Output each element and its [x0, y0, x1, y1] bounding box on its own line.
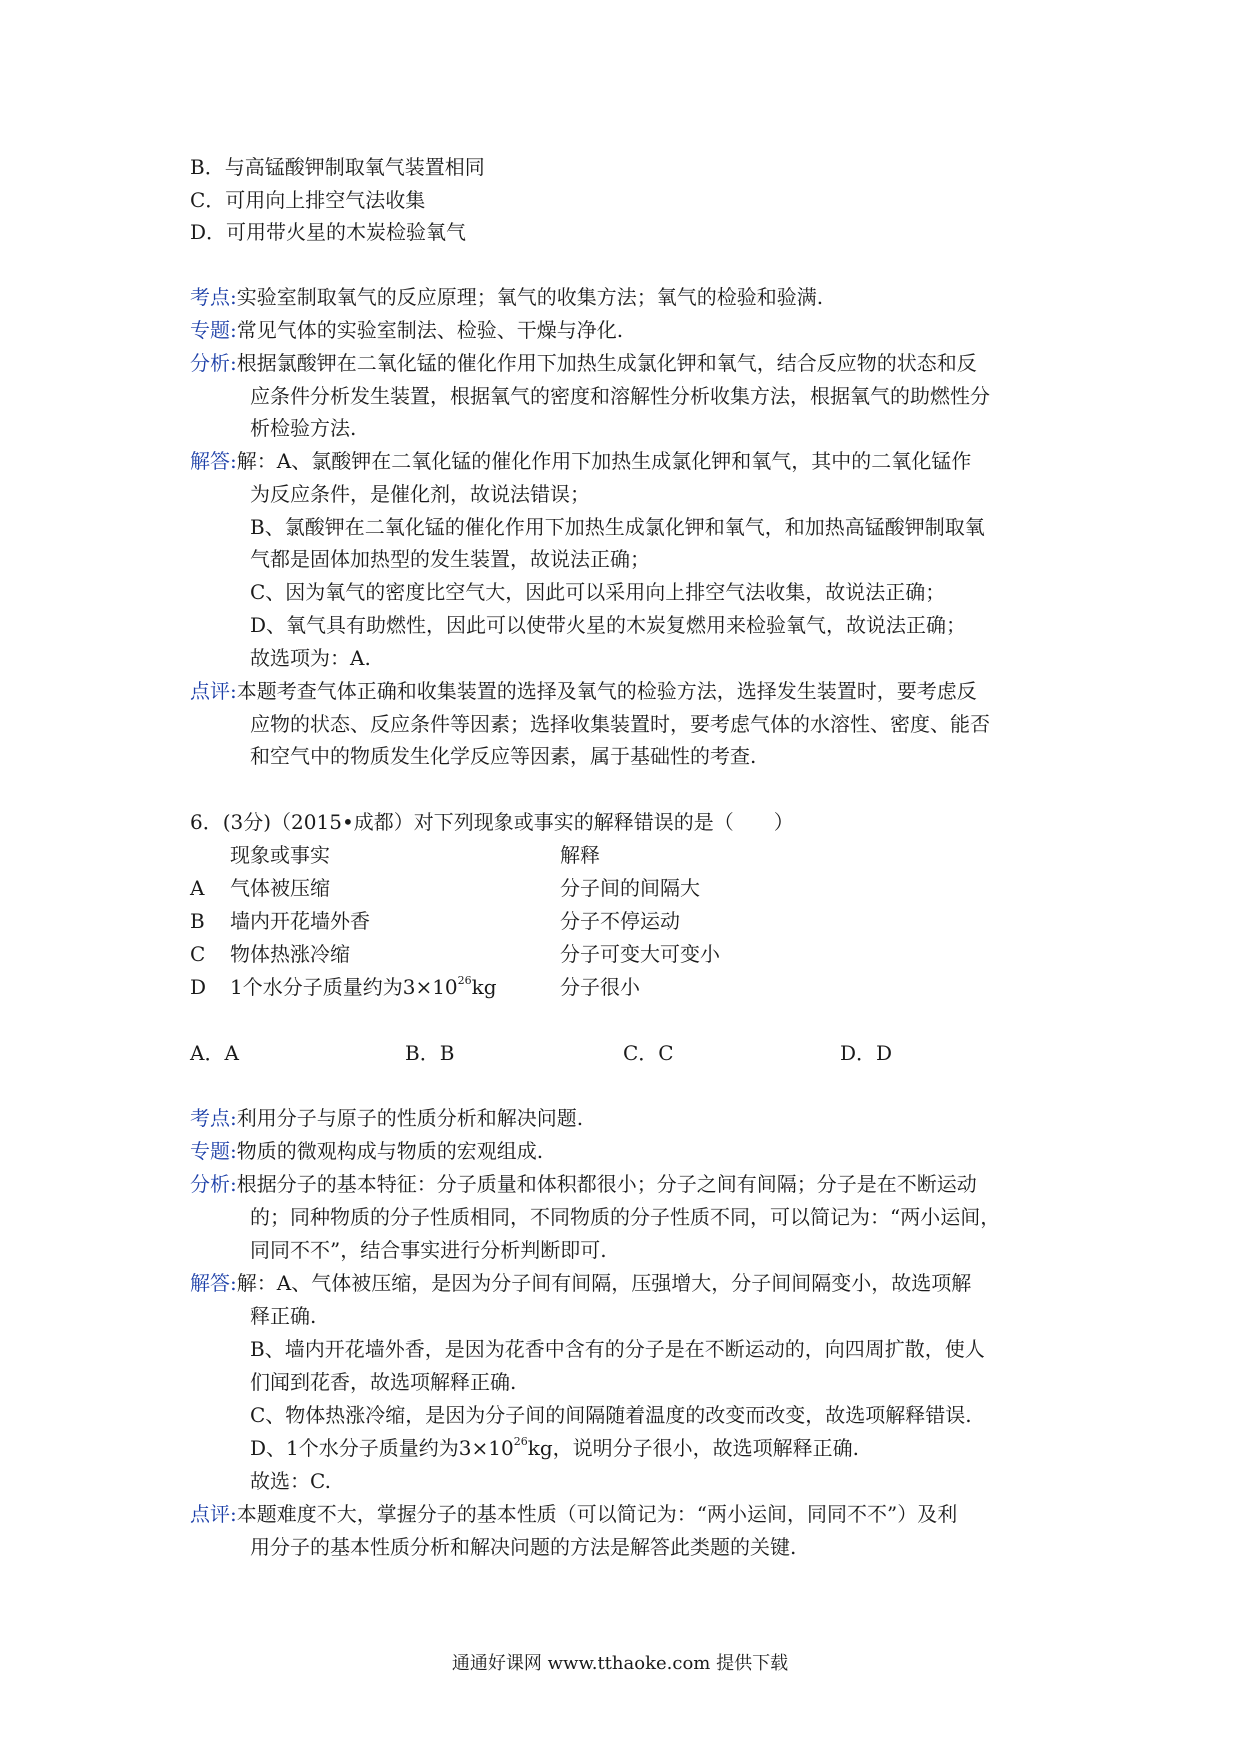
fenxi-text: 应条件分析发生装置，根据氧气的密度和溶解性分析收集方法，根据氧气的助燃性分	[250, 384, 990, 408]
row-explanation: 分子可变大可变小	[560, 942, 720, 966]
row-phenomenon: 墙内开花墙外香	[230, 909, 370, 933]
jieda-text: C、因为氧气的密度比空气大，因此可以采用向上排空气法收集，故说法正确；	[250, 580, 946, 604]
choice-b: B．B	[405, 1041, 455, 1065]
page-footer: 通通好课网 www.tthaoke.com 提供下载	[451, 1653, 789, 1674]
fenxi-text: 同同不不”，结合事实进行分析判断即可.	[250, 1238, 607, 1262]
dianping-label: 点评:	[190, 679, 237, 703]
zhuanti-label: 专题:	[190, 318, 237, 342]
choice-d: D．D	[840, 1041, 893, 1065]
kaodian-label: 考点:	[190, 1106, 237, 1130]
jieda-text: D、氧气具有助燃性，因此可以使带火星的木炭复燃用来检验氧气，故说法正确；	[250, 613, 967, 637]
jieda-text: 故选：C.	[250, 1469, 331, 1493]
jieda-text: 故选项为：A.	[250, 646, 371, 670]
jieda-text: 们闻到花香，故选项解释正确.	[250, 1370, 517, 1394]
q6-zhuanti	[190, 1139, 543, 1163]
zhuanti-text: 物质的微观构成与物质的宏观组成.	[236, 1139, 544, 1163]
dianping-text: 用分子的基本性质分析和解决问题的方法是解答此类题的关键.	[250, 1535, 797, 1559]
phenomenon-pre: 1个水分子质量约为3×10	[230, 975, 458, 999]
jieda-text-d	[250, 1436, 859, 1460]
row-explanation: 分子不停运动	[560, 909, 680, 933]
kaodian-label: 考点:	[190, 285, 237, 309]
dianping-label: 点评:	[190, 1502, 237, 1526]
fenxi-text: 根据分子的基本特征：分子质量和体积都很小；分子之间有间隔；分子是在不断运动	[236, 1172, 977, 1196]
fenxi-text: 析检验方法.	[250, 416, 357, 440]
jieda-text: 解：A、氯酸钾在二氧化锰的催化作用下加热生成氯化钾和氧气，其中的二氧化锰作	[236, 449, 972, 473]
row-phenomenon	[230, 975, 497, 999]
choice-c: C．C	[623, 1041, 674, 1065]
zhuanti-label: 专题:	[190, 1139, 237, 1163]
dianping-text: 本题考查气体正确和收集装置的选择及氧气的检验方法，选择发生装置时，要考虑反	[236, 679, 977, 703]
q6-fenxi	[190, 1172, 977, 1196]
q6-jieda	[190, 1271, 971, 1295]
exponent: 26	[513, 1435, 528, 1448]
dianping-text: 应物的状态、反应条件等因素；选择收集装置时，要考虑气体的水溶性、密度、能否	[250, 712, 990, 736]
dianping-text: 和空气中的物质发生化学反应等因素，属于基础性的考查.	[250, 744, 757, 768]
jieda-text: 为反应条件，是催化剂，故说法错误；	[250, 482, 590, 506]
jieda-d-pre: D、1个水分子质量约为3×10	[250, 1436, 514, 1460]
jieda-d-post: kg，说明分子很小，故选项解释正确.	[527, 1436, 859, 1460]
q5-jieda	[190, 449, 971, 473]
fenxi-label: 分析:	[190, 1172, 237, 1196]
jieda-text: 解：A、气体被压缩，是因为分子间有间隔，压强增大，分子间间隔变小，故选项解	[236, 1271, 972, 1295]
row-letter: C	[190, 942, 206, 966]
option-d: D．可用带火星的木炭检验氧气	[190, 220, 467, 244]
q5-kaodian	[190, 285, 823, 309]
row-letter: D	[190, 975, 207, 999]
row-letter: B	[190, 909, 205, 933]
fenxi-label: 分析:	[190, 351, 237, 375]
jieda-label: 解答:	[190, 449, 237, 473]
kaodian-text: 利用分子与原子的性质分析和解决问题.	[236, 1106, 584, 1130]
row-explanation: 分子间的间隔大	[560, 876, 700, 900]
row-phenomenon: 物体热涨冷缩	[230, 942, 350, 966]
q5-zhuanti	[190, 318, 623, 342]
jieda-text: 气都是固体加热型的发生装置，故说法正确；	[250, 547, 650, 571]
jieda-text: B、氯酸钾在二氧化锰的催化作用下加热生成氯化钾和氧气，和加热高锰酸钾制取氧	[250, 515, 985, 539]
fenxi-text: 根据氯酸钾在二氧化锰的催化作用下加热生成氯化钾和氧气，结合反应物的状态和反	[236, 351, 977, 375]
q6-stem: 6．(3分)（2015•成都）对下列现象或事实的解释错误的是（ ）	[190, 810, 794, 834]
q5-fenxi	[190, 351, 977, 375]
q6-dianping	[190, 1502, 957, 1526]
jieda-text: 释正确.	[250, 1304, 317, 1328]
option-b: B．与高锰酸钾制取氧气装置相同	[190, 155, 485, 179]
table-header-explanation: 解释	[560, 843, 600, 867]
jieda-label: 解答:	[190, 1271, 237, 1295]
zhuanti-text: 常见气体的实验室制法、检验、干燥与净化.	[236, 318, 624, 342]
q6-kaodian	[190, 1106, 583, 1130]
phenomenon-post: kg	[471, 975, 497, 999]
q5-dianping	[190, 679, 977, 703]
table-header-phenomenon: 现象或事实	[230, 843, 330, 867]
option-c: C．可用向上排空气法收集	[190, 188, 426, 212]
exponent: 26	[457, 974, 472, 987]
dianping-text: 本题难度不大，掌握分子的基本性质（可以简记为：“两小运间，同同不不”）及利	[236, 1502, 958, 1526]
jieda-text: B、墙内开花墙外香，是因为花香中含有的分子是在不断运动的，向四周扩散，使人	[250, 1337, 985, 1361]
row-letter: A	[190, 876, 205, 900]
kaodian-text: 实验室制取氧气的反应原理；氧气的收集方法；氧气的检验和验满.	[236, 285, 824, 309]
row-explanation: 分子很小	[560, 975, 640, 999]
row-phenomenon: 气体被压缩	[230, 876, 330, 900]
choice-a: A．A	[190, 1041, 239, 1065]
fenxi-text: 的；同种物质的分子性质相同，不同物质的分子性质不同，可以简记为：“两小运间，	[250, 1205, 1001, 1229]
jieda-text: C、物体热涨冷缩，是因为分子间的间隔随着温度的改变而改变，故选项解释错误.	[250, 1403, 972, 1427]
